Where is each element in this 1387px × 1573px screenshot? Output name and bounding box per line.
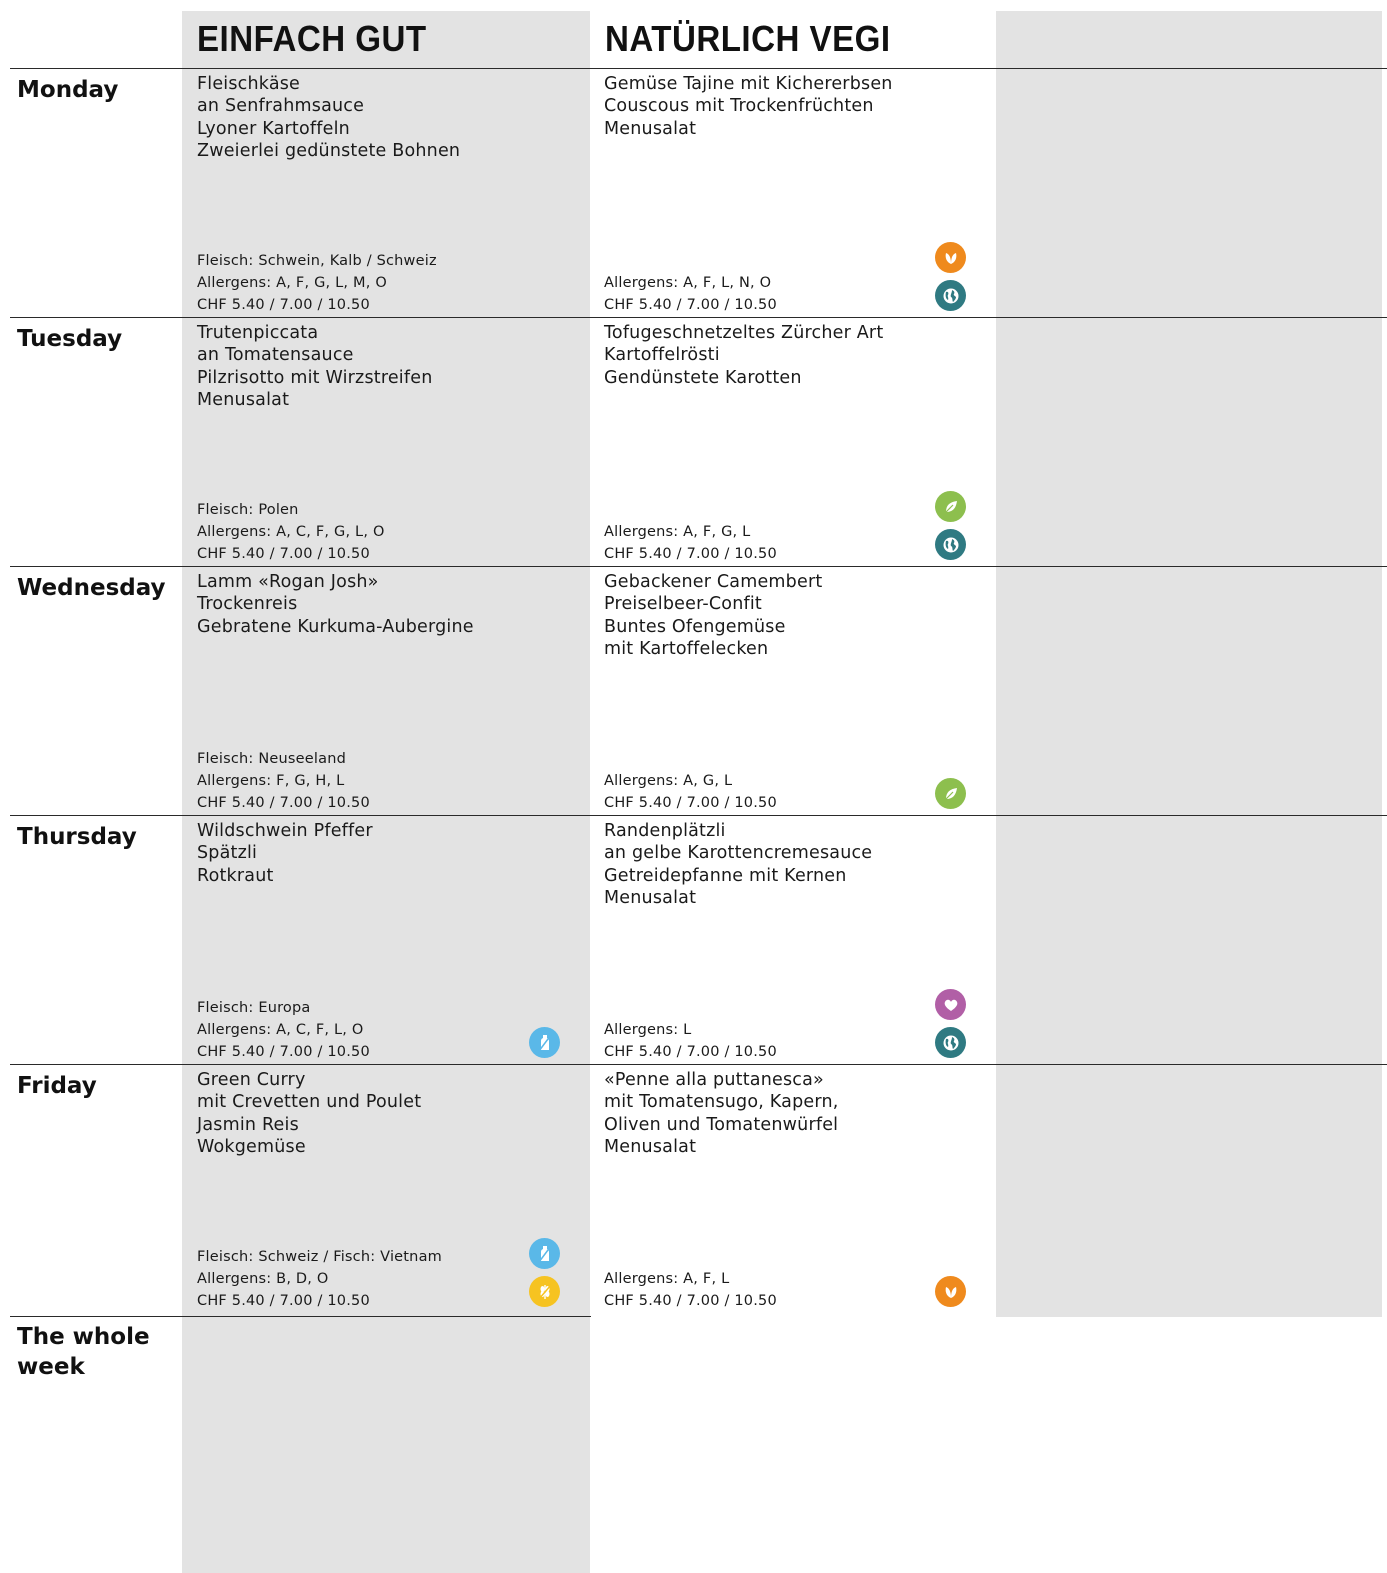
dish-line: mit Crevetten und Poulet	[197, 1092, 422, 1113]
gluten-free-icon	[529, 1276, 560, 1307]
day-row	[0, 69, 1387, 318]
natuerlich-vegi-dish	[604, 73, 893, 140]
dish-line: Wildschwein Pfeffer	[197, 821, 373, 841]
dish-line: Gemüse Tajine mit Kichererbsen	[604, 74, 893, 94]
dish-line: Preiselbeer-Confit	[604, 594, 762, 615]
lactose-free-icon	[529, 1027, 560, 1058]
heart-icon	[935, 989, 966, 1020]
dish-info	[604, 770, 777, 814]
price: CHF 5.40 / 7.00 / 10.50	[197, 795, 370, 811]
column-header-einfach-gut: EINFACH GUT	[197, 18, 427, 59]
einfach-gut-dish	[197, 571, 474, 638]
globe-icon	[935, 529, 966, 560]
dish-info	[604, 521, 777, 565]
column-header-natuerlich-vegi: NATÜRLICH VEGI	[605, 18, 891, 59]
dish-line: Rotkraut	[197, 865, 274, 886]
dish-line: an gelbe Karottencremesauce	[604, 843, 873, 864]
price: CHF 5.40 / 7.00 / 10.50	[197, 1044, 370, 1060]
dish-line: Getreidepfanne mit Kernen	[604, 865, 847, 886]
natuerlich-vegi-dish	[604, 820, 872, 910]
dish-line: Lamm «Rogan Josh»	[197, 572, 379, 592]
dish-line: Spätzli	[197, 843, 258, 864]
meat-origin: Fleisch: Schwein, Kalb / Schweiz	[197, 253, 437, 269]
dish-line: Menusalat	[604, 118, 697, 139]
natuerlich-vegi-dish	[604, 1069, 839, 1159]
meat-origin: Fleisch: Schweiz / Fisch: Vietnam	[197, 1249, 442, 1265]
price: CHF 5.40 / 7.00 / 10.50	[197, 1293, 370, 1309]
globe-icon	[935, 280, 966, 311]
allergens: Allergens: B, D, O	[197, 1271, 329, 1287]
dish-line: mit Kartoffelecken	[604, 639, 769, 660]
dish-line: Oliven und Tomatenwürfel	[604, 1114, 839, 1135]
dish-line: Pilzrisotto mit Wirzstreifen	[197, 367, 433, 388]
einfach-gut-dish	[197, 820, 373, 887]
dish-line: Gebackener Camembert	[604, 572, 823, 592]
dish-line: Gendünstete Karotten	[604, 367, 802, 388]
dish-line: Menusalat	[604, 1137, 697, 1158]
vegetarian-leaf-icon	[935, 778, 966, 809]
dish-line: an Senfrahmsauce	[197, 96, 365, 117]
allergens: Allergens: A, F, L	[604, 1271, 730, 1287]
dish-line: Kartoffelrösti	[604, 345, 720, 366]
day-row	[0, 1065, 1387, 1314]
dish-line: Buntes Ofengemüse	[604, 616, 786, 637]
natuerlich-vegi-dish	[604, 571, 822, 661]
vegan-icon	[935, 242, 966, 273]
price: CHF 5.40 / 7.00 / 10.50	[604, 1293, 777, 1309]
day-row	[0, 816, 1387, 1065]
dish-line: Jasmin Reis	[197, 1114, 299, 1135]
day-label: Friday	[17, 1073, 97, 1099]
dish-line: Couscous mit Trockenfrüchten	[604, 96, 874, 117]
dish-line: an Tomatensauce	[197, 345, 354, 366]
meat-origin: Fleisch: Europa	[197, 1000, 311, 1016]
globe-icon	[935, 1027, 966, 1058]
price: CHF 5.40 / 7.00 / 10.50	[604, 546, 777, 562]
price: CHF 5.40 / 7.00 / 10.50	[197, 297, 370, 313]
dish-line: Gebratene Kurkuma-Aubergine	[197, 616, 474, 637]
natuerlich-vegi-dish	[604, 322, 883, 389]
dish-info	[197, 748, 370, 814]
allergens: Allergens: A, F, L, N, O	[604, 275, 772, 291]
dish-line: Green Curry	[197, 1070, 306, 1090]
einfach-gut-dish	[197, 73, 460, 163]
dish-info	[197, 499, 385, 565]
dish-line: Zweierlei gedünstete Bohnen	[197, 141, 461, 162]
einfach-gut-dish	[197, 1069, 421, 1159]
vegetarian-leaf-icon	[935, 491, 966, 522]
dish-line: mit Tomatensugo, Kapern,	[604, 1092, 839, 1113]
dish-info	[197, 1246, 442, 1312]
lactose-free-icon	[529, 1238, 560, 1269]
dish-info	[604, 1268, 777, 1312]
dish-line: «Penne alla puttanesca»	[604, 1070, 824, 1090]
allergens: Allergens: L	[604, 1022, 692, 1038]
meat-origin: Fleisch: Neuseeland	[197, 751, 346, 767]
dish-info	[197, 997, 370, 1063]
day-label: Thursday	[17, 824, 137, 850]
dish-line: Trockenreis	[197, 594, 298, 615]
dish-info	[197, 250, 437, 316]
dish-line: Wokgemüse	[197, 1137, 306, 1158]
price: CHF 5.40 / 7.00 / 10.50	[604, 1044, 777, 1060]
allergens: Allergens: A, C, F, G, L, O	[197, 524, 385, 540]
dish-line: Menusalat	[197, 390, 290, 411]
week-label: The whole week	[17, 1324, 150, 1380]
allergens: Allergens: F, G, H, L	[197, 773, 345, 789]
allergens: Allergens: A, F, G, L	[604, 524, 751, 540]
dish-line: Tofugeschnetzeltes Zürcher Art	[604, 323, 884, 343]
dish-line: Randenplätzli	[604, 821, 726, 841]
dish-line: Lyoner Kartoffeln	[197, 118, 350, 139]
dish-line: Fleischkäse	[197, 74, 301, 94]
dish-info	[604, 272, 777, 316]
dish-line: Trutenpiccata	[197, 323, 319, 343]
day-label: Monday	[17, 77, 119, 103]
price: CHF 5.40 / 7.00 / 10.50	[197, 546, 370, 562]
einfach-gut-dish	[197, 322, 432, 412]
allergens: Allergens: A, C, F, L, O	[197, 1022, 364, 1038]
day-row	[0, 567, 1387, 816]
day-row	[0, 318, 1387, 567]
allergens: Allergens: A, F, G, L, M, O	[197, 275, 387, 291]
dish-line: Menusalat	[604, 888, 697, 909]
divider	[10, 1316, 591, 1317]
meat-origin: Fleisch: Polen	[197, 502, 299, 518]
day-label: Tuesday	[17, 326, 123, 352]
dish-info	[604, 1019, 777, 1063]
vegan-icon	[935, 1276, 966, 1307]
allergens: Allergens: A, G, L	[604, 773, 733, 789]
day-label: Wednesday	[17, 575, 166, 601]
price: CHF 5.40 / 7.00 / 10.50	[604, 795, 777, 811]
price: CHF 5.40 / 7.00 / 10.50	[604, 297, 777, 313]
